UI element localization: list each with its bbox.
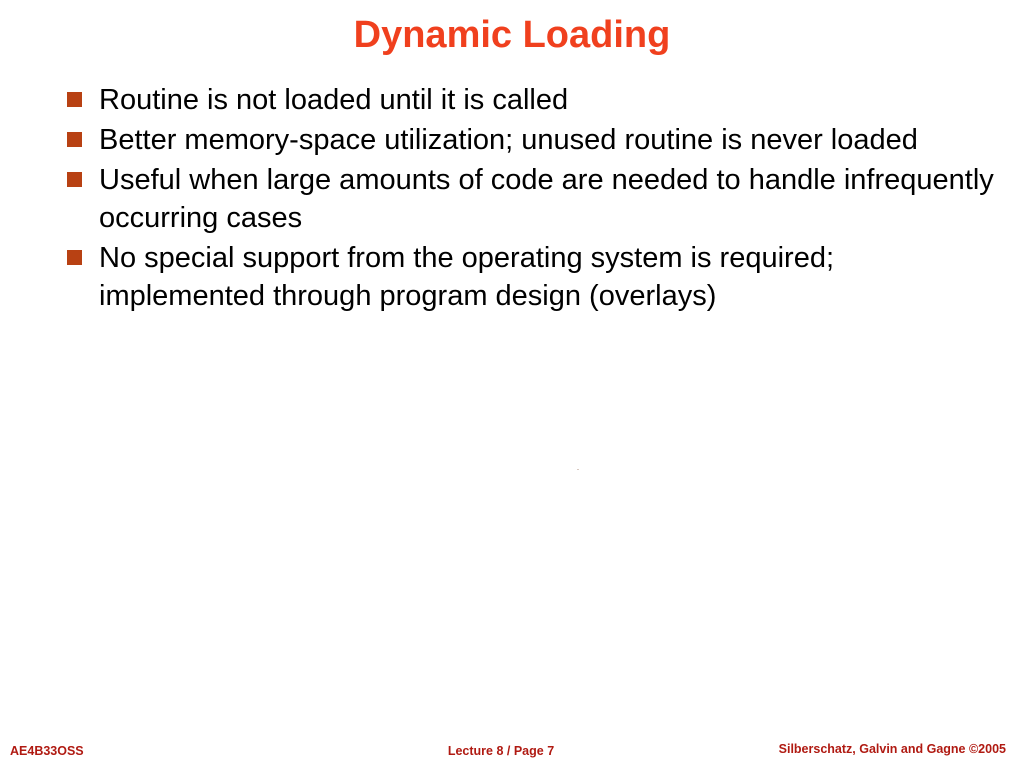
footer-page-number: Lecture 8 / Page 7 bbox=[447, 744, 555, 758]
square-bullet-icon bbox=[67, 92, 82, 107]
bullet-item bbox=[66, 121, 996, 159]
footer-course-code: AE4B33OSS bbox=[10, 744, 84, 758]
bullet-text: Better memory-space utilization; unused routine is never loaded bbox=[99, 124, 918, 156]
bullet-list bbox=[66, 81, 996, 317]
bullet-item bbox=[66, 161, 996, 237]
bullet-text: Routine is not loaded until it is called bbox=[99, 84, 569, 116]
bullet-item bbox=[66, 81, 996, 119]
footer-copyright: Silberschatz, Galvin and Gagne ©2005 bbox=[778, 742, 1006, 756]
square-bullet-icon bbox=[67, 250, 82, 265]
bullet-item bbox=[66, 239, 996, 315]
bullet-text: Useful when large amounts of code are needed to handle infrequently occurring cases bbox=[99, 164, 994, 234]
slide-title: Dynamic Loading bbox=[353, 14, 671, 56]
bullet-text: No special support from the operating system is required; implemented through program design (overlays) bbox=[99, 242, 835, 312]
stray-dot bbox=[577, 469, 579, 470]
square-bullet-icon bbox=[67, 132, 82, 147]
square-bullet-icon bbox=[67, 172, 82, 187]
